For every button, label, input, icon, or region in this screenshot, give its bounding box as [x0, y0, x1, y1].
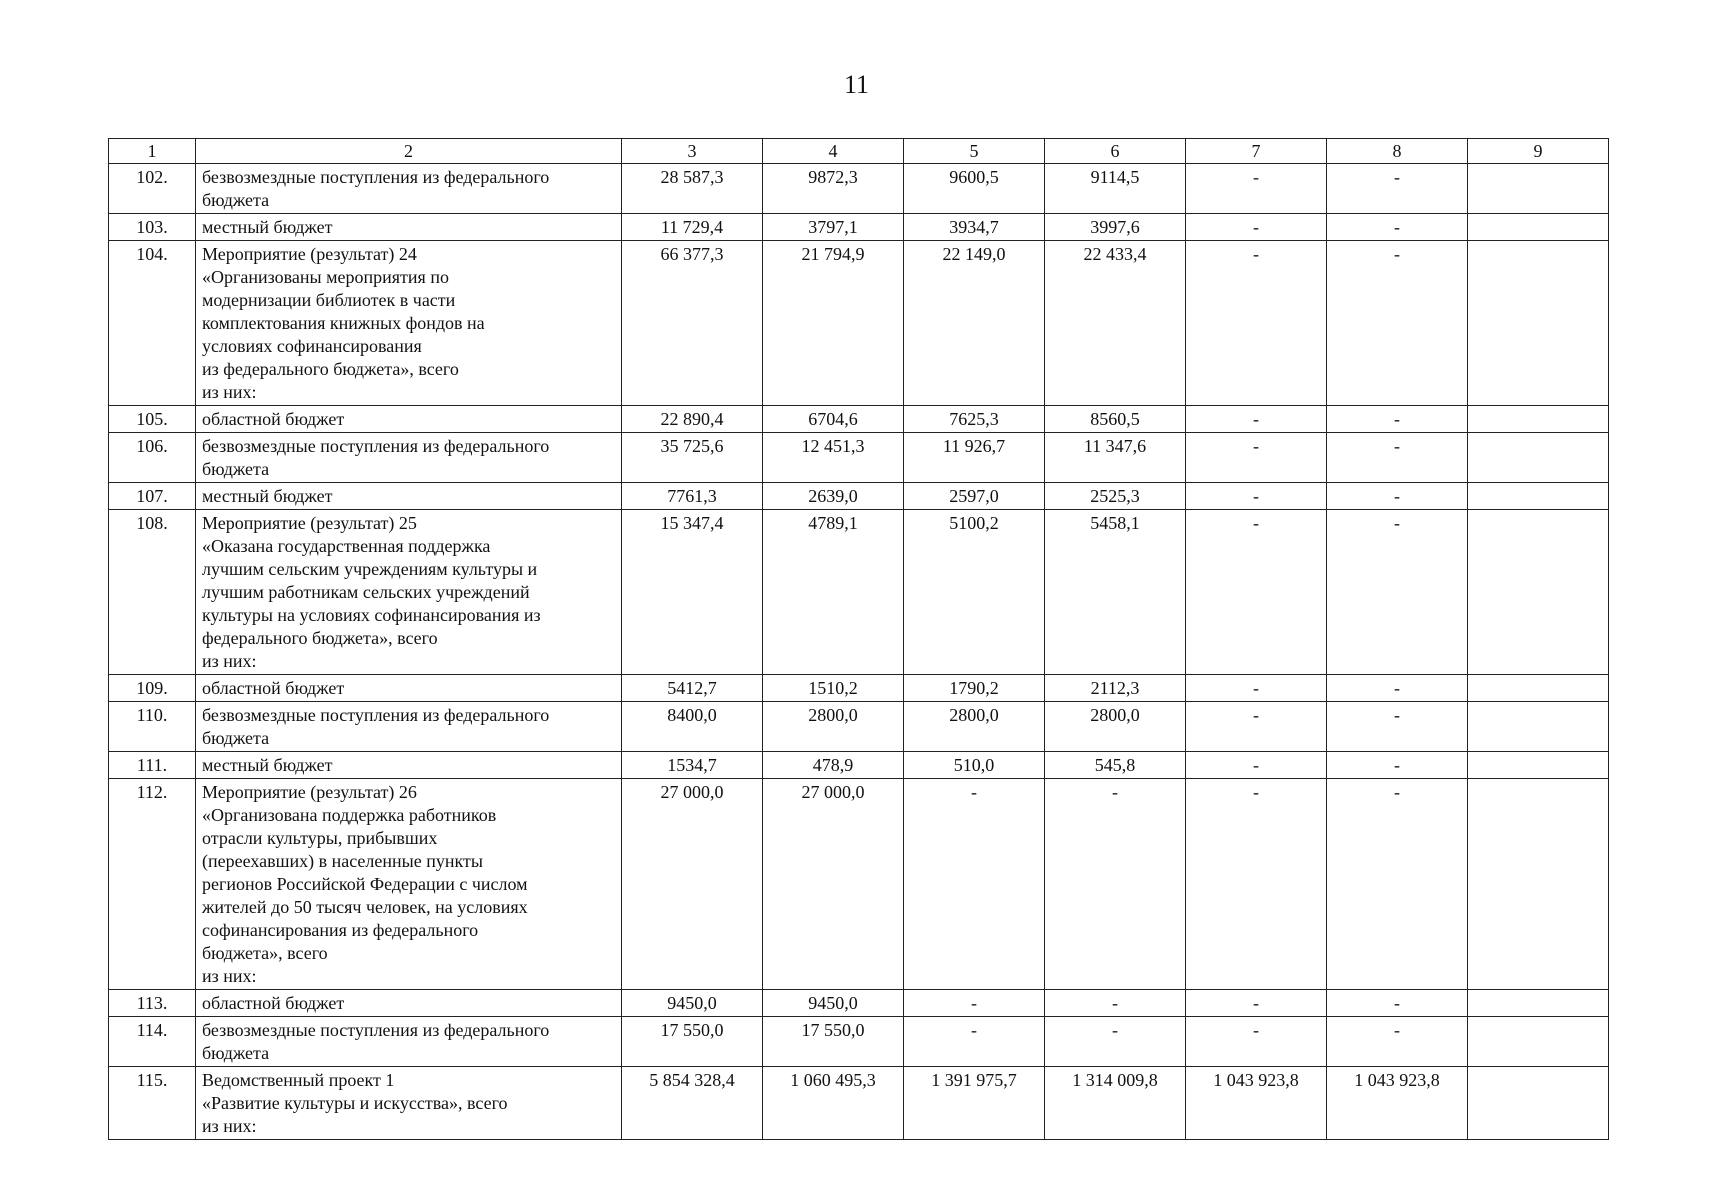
row-number: 104.: [109, 241, 196, 406]
value-col-5: 2597,0: [904, 483, 1045, 510]
value-col-9: [1468, 990, 1609, 1017]
value-col-7: -: [1186, 752, 1327, 779]
value-col-5: -: [904, 1017, 1045, 1067]
value-col-5: 2800,0: [904, 702, 1045, 752]
budget-table: [108, 138, 1609, 1140]
value-col-6: 22 433,4: [1045, 241, 1186, 406]
value-col-8: -: [1327, 1017, 1468, 1067]
value-col-7: -: [1186, 1017, 1327, 1067]
table-row: [109, 702, 1609, 752]
value-col-4: 12 451,3: [763, 433, 904, 483]
value-col-3: 5 854 328,4: [622, 1067, 763, 1140]
value-col-9: [1468, 752, 1609, 779]
row-name: местный бюджет: [196, 483, 622, 510]
value-col-4: 478,9: [763, 752, 904, 779]
value-col-5: 3934,7: [904, 214, 1045, 241]
value-col-4: 2800,0: [763, 702, 904, 752]
value-col-6: 1 314 009,8: [1045, 1067, 1186, 1140]
value-col-8: -: [1327, 483, 1468, 510]
column-header: 4: [763, 139, 904, 164]
value-col-7: -: [1186, 510, 1327, 675]
column-header: 2: [196, 139, 622, 164]
value-col-9: [1468, 214, 1609, 241]
column-header: 6: [1045, 139, 1186, 164]
value-col-6: -: [1045, 1017, 1186, 1067]
value-col-7: -: [1186, 675, 1327, 702]
page-number: 11: [843, 70, 870, 99]
row-number: 115.: [109, 1067, 196, 1140]
value-col-4: 9872,3: [763, 164, 904, 214]
row-name: областной бюджет: [196, 675, 622, 702]
value-col-5: 5100,2: [904, 510, 1045, 675]
value-col-4: 1510,2: [763, 675, 904, 702]
value-col-3: 17 550,0: [622, 1017, 763, 1067]
value-col-9: [1468, 1017, 1609, 1067]
value-col-7: -: [1186, 164, 1327, 214]
column-header: 3: [622, 139, 763, 164]
row-name: Мероприятие (результат) 24 «Организованы мероприятия по модернизации библиотек в части комплектования книжных фондов на условиях софинансирования из федерального бюджета», всего из них:: [196, 241, 622, 406]
value-col-4: 2639,0: [763, 483, 904, 510]
table-row: [109, 1017, 1609, 1067]
row-number: 102.: [109, 164, 196, 214]
value-col-8: -: [1327, 702, 1468, 752]
table-row: [109, 483, 1609, 510]
row-number: 103.: [109, 214, 196, 241]
row-number: 106.: [109, 433, 196, 483]
row-name: областной бюджет: [196, 990, 622, 1017]
value-col-5: -: [904, 990, 1045, 1017]
value-col-6: -: [1045, 990, 1186, 1017]
value-col-4: 4789,1: [763, 510, 904, 675]
table-row: [109, 779, 1609, 990]
value-col-8: -: [1327, 990, 1468, 1017]
value-col-5: 510,0: [904, 752, 1045, 779]
value-col-8: -: [1327, 241, 1468, 406]
value-col-5: 1790,2: [904, 675, 1045, 702]
value-col-7: -: [1186, 241, 1327, 406]
row-name: безвозмездные поступления из федерального бюджета: [196, 1017, 622, 1067]
table-row: [109, 214, 1609, 241]
value-col-9: [1468, 406, 1609, 433]
value-col-8: -: [1327, 406, 1468, 433]
row-name: безвозмездные поступления из федерального бюджета: [196, 164, 622, 214]
column-header: 5: [904, 139, 1045, 164]
row-number: 114.: [109, 1017, 196, 1067]
value-col-6: 2800,0: [1045, 702, 1186, 752]
value-col-3: 1534,7: [622, 752, 763, 779]
value-col-9: [1468, 702, 1609, 752]
row-number: 105.: [109, 406, 196, 433]
value-col-6: 9114,5: [1045, 164, 1186, 214]
value-col-3: 5412,7: [622, 675, 763, 702]
table-row: [109, 406, 1609, 433]
value-col-5: 22 149,0: [904, 241, 1045, 406]
value-col-3: 15 347,4: [622, 510, 763, 675]
value-col-3: 7761,3: [622, 483, 763, 510]
row-name: безвозмездные поступления из федерального бюджета: [196, 702, 622, 752]
row-number: 113.: [109, 990, 196, 1017]
row-name: Мероприятие (результат) 26 «Организована поддержка работников отрасли культуры, прибывших (переехавших) в населенные пункты регионов Российской Федерации с числом жителей до 50 тысяч человек, на условиях софинансирования из федерального бюджета», всего из них:: [196, 779, 622, 990]
value-col-3: 35 725,6: [622, 433, 763, 483]
value-col-8: -: [1327, 752, 1468, 779]
column-header: 8: [1327, 139, 1468, 164]
value-col-3: 11 729,4: [622, 214, 763, 241]
value-col-5: 9600,5: [904, 164, 1045, 214]
value-col-9: [1468, 241, 1609, 406]
header-row: [109, 139, 1609, 164]
value-col-9: [1468, 1067, 1609, 1140]
table-row: [109, 241, 1609, 406]
value-col-5: 11 926,7: [904, 433, 1045, 483]
value-col-7: -: [1186, 779, 1327, 990]
value-col-6: -: [1045, 779, 1186, 990]
value-col-6: 8560,5: [1045, 406, 1186, 433]
row-name: Ведомственный проект 1 «Развитие культуры и искусства», всего из них:: [196, 1067, 622, 1140]
value-col-9: [1468, 675, 1609, 702]
row-name: местный бюджет: [196, 752, 622, 779]
value-col-8: -: [1327, 510, 1468, 675]
value-col-6: 545,8: [1045, 752, 1186, 779]
value-col-5: -: [904, 779, 1045, 990]
value-col-6: 3997,6: [1045, 214, 1186, 241]
value-col-8: -: [1327, 214, 1468, 241]
value-col-9: [1468, 433, 1609, 483]
value-col-7: -: [1186, 214, 1327, 241]
row-name: местный бюджет: [196, 214, 622, 241]
value-col-6: 2525,3: [1045, 483, 1186, 510]
table-body: [109, 164, 1609, 1140]
value-col-6: 11 347,6: [1045, 433, 1186, 483]
value-col-9: [1468, 510, 1609, 675]
column-header: 1: [109, 139, 196, 164]
value-col-3: 27 000,0: [622, 779, 763, 990]
row-number: 107.: [109, 483, 196, 510]
value-col-7: -: [1186, 406, 1327, 433]
value-col-4: 6704,6: [763, 406, 904, 433]
table-row: [109, 164, 1609, 214]
value-col-3: 9450,0: [622, 990, 763, 1017]
value-col-3: 22 890,4: [622, 406, 763, 433]
column-header: 9: [1468, 139, 1609, 164]
value-col-7: -: [1186, 483, 1327, 510]
value-col-9: [1468, 483, 1609, 510]
value-col-8: -: [1327, 779, 1468, 990]
value-col-3: 8400,0: [622, 702, 763, 752]
value-col-4: 27 000,0: [763, 779, 904, 990]
column-header: 7: [1186, 139, 1327, 164]
value-col-6: 2112,3: [1045, 675, 1186, 702]
value-col-4: 17 550,0: [763, 1017, 904, 1067]
value-col-8: -: [1327, 433, 1468, 483]
value-col-7: 1 043 923,8: [1186, 1067, 1327, 1140]
table-row: [109, 433, 1609, 483]
table-row: [109, 510, 1609, 675]
value-col-3: 28 587,3: [622, 164, 763, 214]
value-col-5: 1 391 975,7: [904, 1067, 1045, 1140]
value-col-8: -: [1327, 675, 1468, 702]
row-number: 111.: [109, 752, 196, 779]
value-col-4: 1 060 495,3: [763, 1067, 904, 1140]
value-col-7: -: [1186, 990, 1327, 1017]
row-name: областной бюджет: [196, 406, 622, 433]
table-row: [109, 675, 1609, 702]
value-col-5: 7625,3: [904, 406, 1045, 433]
row-name: Мероприятие (результат) 25 «Оказана государственная поддержка лучшим сельским учреждениям культуры и лучшим работникам сельских учреждений культуры на условиях софинансирования из федерального бюджета», всего из них:: [196, 510, 622, 675]
value-col-7: -: [1186, 702, 1327, 752]
value-col-7: -: [1186, 433, 1327, 483]
row-number: 108.: [109, 510, 196, 675]
value-col-4: 9450,0: [763, 990, 904, 1017]
row-number: 110.: [109, 702, 196, 752]
row-number: 109.: [109, 675, 196, 702]
value-col-4: 3797,1: [763, 214, 904, 241]
value-col-8: 1 043 923,8: [1327, 1067, 1468, 1140]
value-col-8: -: [1327, 164, 1468, 214]
table-row: [109, 990, 1609, 1017]
value-col-6: 5458,1: [1045, 510, 1186, 675]
row-name: безвозмездные поступления из федерального бюджета: [196, 433, 622, 483]
value-col-3: 66 377,3: [622, 241, 763, 406]
row-number: 112.: [109, 779, 196, 990]
value-col-9: [1468, 779, 1609, 990]
value-col-4: 21 794,9: [763, 241, 904, 406]
table-row: [109, 752, 1609, 779]
table-row: [109, 1067, 1609, 1140]
value-col-9: [1468, 164, 1609, 214]
